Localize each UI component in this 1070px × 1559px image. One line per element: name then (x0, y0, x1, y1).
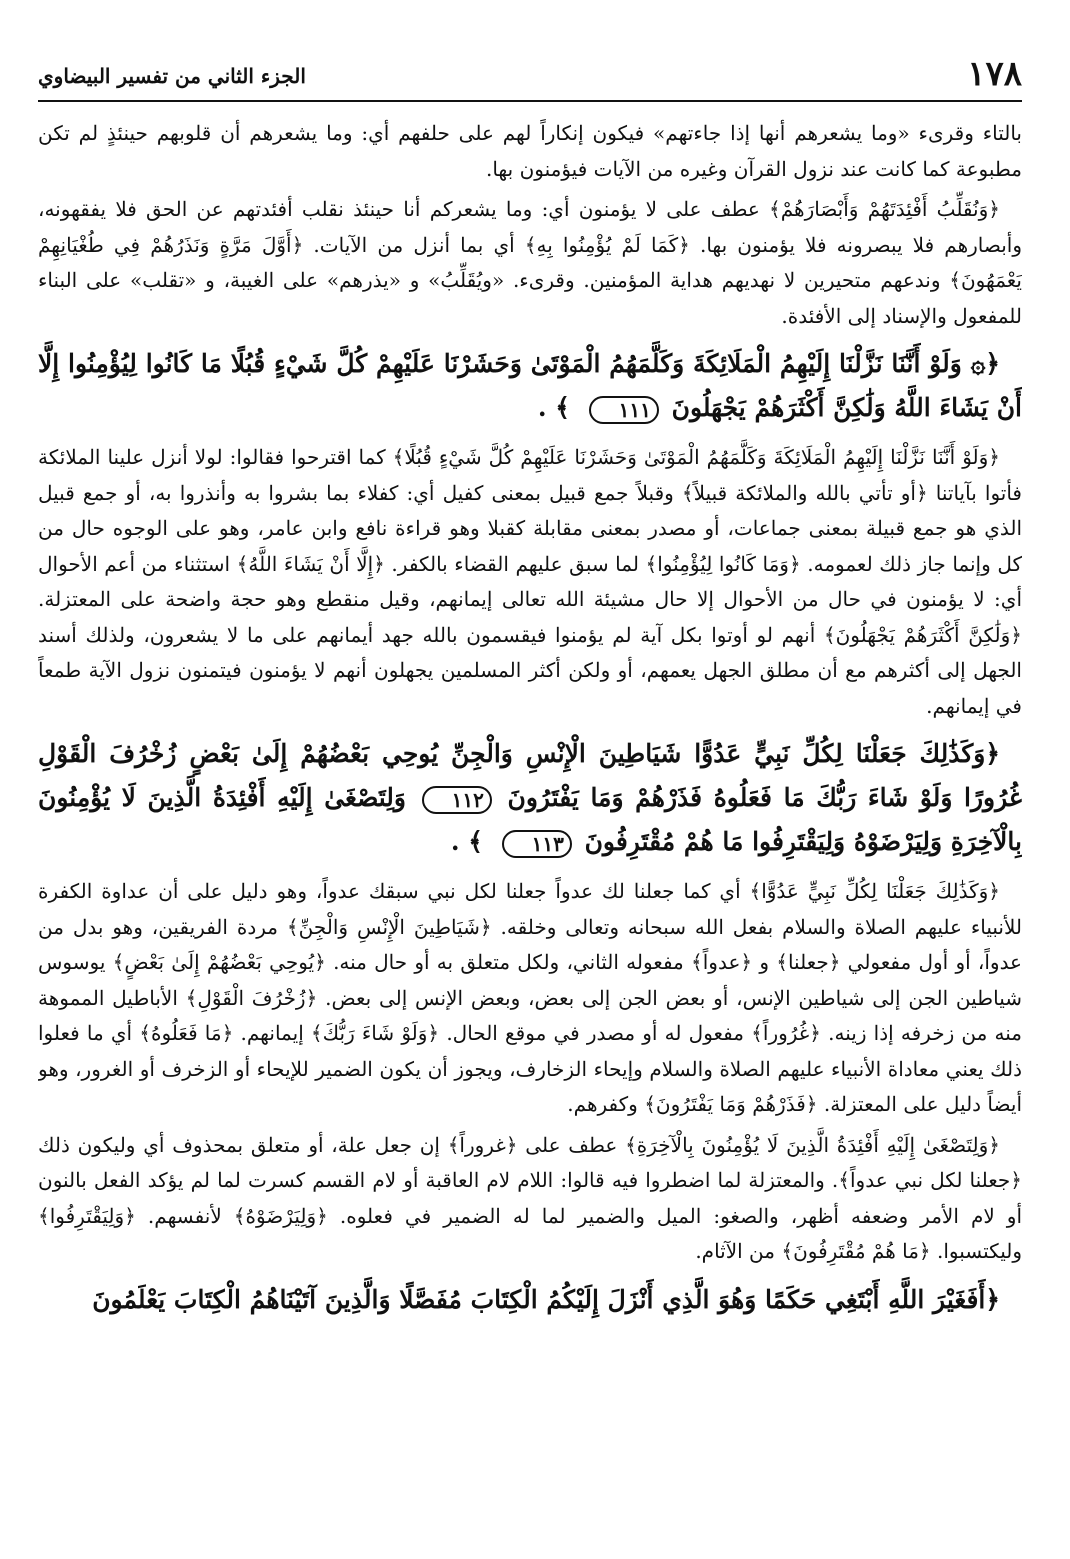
running-title: الجزء الثاني من تفسير البيضاوي (38, 64, 306, 88)
commentary-paragraph: بالتاء وقرىء «وما يشعرهم أنها إذا جاءتهم» فيكون إنكاراً لهم على حلفهم أي: وما يشعرهم أن قلوبهم حينئذٍ لم تكن مطبوعة كما كانت عند نزول القرآن وغيره من الآيات فيؤمنون بها. (38, 121, 1022, 181)
ayah-number-marker: ١١٢ (422, 786, 492, 814)
verse-end: ﴾ . (537, 393, 570, 422)
page-header (38, 50, 1022, 102)
verse-text: ﴿وَكَذَٰلِكَ جَعَلْنَا لِكُلِّ نَبِيٍّ عَدُوًّا شَيَاطِينَ الْإِنْسِ وَالْجِنِّ يُوحِي بَعْضُهُمْ إِلَىٰ بَعْضٍ زُخْرُفَ الْقَوْلِ غُرُورًا وَلَوْ شَاءَ رَبُّكَ مَا فَعَلُوهُ فَذَرْهُمْ وَمَا يَفْتَرُونَ (38, 739, 1022, 812)
quran-verse-111 (38, 342, 1022, 430)
quran-verse-114-start (38, 1278, 1022, 1322)
commentary-paragraph: ﴿وَنُقَلِّبُ أَفْئِدَتَهُمْ وَأَبْصَارَهُمْ﴾ عطف على لا يؤمنون أي: وما يشعركم أنا حينئذ نقلب أفئدتهم عن الحق فلا يفقهونه، وأبصارهم فلا يبصرونه فلا يؤمنون بها. ﴿كَمَا لَمْ يُؤْمِنُوا بِهِ﴾ أي بما أنزل من الآيات. ﴿أَوَّلَ مَرَّةٍ وَنَذَرُهُمْ فِي طُغْيَانِهِمْ يَعْمَهُونَ﴾ وندعهم متحيرين لا نهديهم هداية المؤمنين. وقرىء. «ويُقَلِّبُ» و «يذرهم» على الغيبة، و «تقلب» على البناء للمفعول والإسناد إلى الأفئدة. (38, 197, 1022, 328)
verse-end: ﴾ . (450, 827, 483, 856)
ayah-number-marker: ١١٣ (502, 830, 572, 858)
verse-text: ﴿أَفَغَيْرَ اللَّهِ أَبْتَغِي حَكَمًا وَهُوَ الَّذِي أَنْزَلَ إِلَيْكُمُ الْكِتَابَ مُفَصَّلًا وَالَّذِينَ آتَيْنَاهُمُ الْكِتَابَ يَعْلَمُونَ (92, 1284, 1000, 1314)
verse-text: وَلِتَصْغَىٰ إِلَيْهِ أَفْئِدَةُ الَّذِينَ لَا يُؤْمِنُونَ بِالْآخِرَةِ وَلِيَرْضَوْهُ وَلِيَقْتَرِفُوا مَا هُمْ مُقْتَرِفُونَ (38, 783, 1022, 856)
page-body (38, 116, 1022, 1322)
commentary-paragraph: ﴿وَلِتَصْغَىٰ إِلَيْهِ أَفْئِدَةُ الَّذِينَ لَا يُؤْمِنُونَ بِالْآخِرَةِ﴾ عطف على ﴿غروراً﴾ إن جعل علة، أو متعلق بمحذوف أي وليكون ذلك ﴿جعلنا لكل نبي عدواً﴾. والمعتزلة لما اضطروا فيه قالوا: اللام لام العاقبة أو لام القسم كسرت لما لم يؤكد الفعل بالنون أو لام الأمر وضعفه أظهر، والصغو: الميل والضمير لما له الضمير في فعلوه. ﴿وَلِيَرْضَوْهُ﴾ لأنفسهم. ﴿وَلِيَقْتَرِفُوا﴾ وليكتسبوا. ﴿مَا هُمْ مُقْتَرِفُونَ﴾ من الآثام. (38, 1132, 1022, 1263)
commentary-paragraph: ﴿وَلَوْ أَنَّنَا نَزَّلْنَا إِلَيْهِمُ الْمَلَائِكَةَ وَكَلَّمَهُمُ الْمَوْتَىٰ وَحَشَرْنَا عَلَيْهِمْ كُلَّ شَيْءٍ قُبُلًا﴾ كما اقترحوا فقالوا: لولا أنزل علينا الملائكة فأتوا بآياتنا ﴿أو تأتي بالله والملائكة قبيلاً﴾ وقبلاً جمع قبيل بمعنى كفيل أي: كفلاء بما بشروا به وأنذروا به، أو جمع قبيل الذي هو جمع قبيلة بمعنى جماعات، أو مصدر بمعنى مقابلة كقبلا وهو قراءة نافع وابن عامر، وهو على الوجوه حال من كل وإنما جاز ذلك لعمومه. ﴿وَمَا كَانُوا لِيُؤْمِنُوا﴾ لما سبق عليهم القضاء بالكفر. ﴿إِلَّا أَنْ يَشَاءَ اللَّهُ﴾ استثناء من أعم الأحوال أي: لا يؤمنون في حال من الأحوال إلا حال مشيئة الله تعالى إيمانهم، وقيل منقطع وهو حجة واضحة على المعتزلة. ﴿وَلَٰكِنَّ أَكْثَرَهُمْ يَجْهَلُونَ﴾ أنهم لو أوتوا بكل آية لم يؤمنوا فيقسمون بالله جهد أيمانهم على ما لا يشعرون، ولذلك أسند الجهل إلى أكثرهم مع أن مطلق الجهل يعمهم، أو ولكن أكثر المسلمين يجهلون أنهم لا يؤمنون فيتمنون نزول الآية طمعاً في إيمانهم. (38, 445, 1022, 718)
verse-text: ﴿۞ وَلَوْ أَنَّنَا نَزَّلْنَا إِلَيْهِمُ الْمَلَائِكَةَ وَكَلَّمَهُمُ الْمَوْتَىٰ وَحَشَرْنَا عَلَيْهِمْ كُلَّ شَيْءٍ قُبُلًا مَا كَانُوا لِيُؤْمِنُوا إِلَّا أَنْ يَشَاءَ اللَّهُ وَلَٰكِنَّ أَكْثَرَهُمْ يَجْهَلُونَ (38, 349, 1022, 422)
ayah-number-marker: ١١١ (589, 396, 659, 424)
quran-verses-112-113 (38, 732, 1022, 864)
page (38, 50, 1022, 1530)
commentary-paragraph: ﴿وَكَذَٰلِكَ جَعَلْنَا لِكُلِّ نَبِيٍّ عَدُوًّا﴾ أي كما جعلنا لك عدواً جعلنا لكل نبي سبقك عدواً، وهو دليل على أن عداوة الكفرة للأنبياء عليهم الصلاة والسلام بفعل الله سبحانه وتعالى وخلقه. ﴿شَيَاطِينَ الْإِنْسِ وَالْجِنِّ﴾ مردة الفريقين، وهو بدل من عدواً، أو أول مفعولي ﴿جعلنا﴾ و ﴿عدواً﴾ مفعوله الثاني، ولكل متعلق به أو حال منه. ﴿يُوحِي بَعْضُهُمْ إِلَىٰ بَعْضٍ﴾ يوسوس شياطين الجن إلى شياطين الإنس، أو بعض الجن إلى بعض، وبعض الإنس إلى بعض. ﴿زُخْرُفَ الْقَوْلِ﴾ الأباطيل المموهة منه من زخرفه إذا زينه. ﴿غُرُوراً﴾ مفعول له أو مصدر في موقع الحال. ﴿وَلَوْ شَاءَ رَبُّكَ﴾ إيمانهم. ﴿مَا فَعَلُوهُ﴾ أي ما فعلوا ذلك يعني معاداة الأنبياء عليهم الصلاة والسلام وإيحاء الزخارف، ويجوز أن يكون الضمير للإيحاء أو الزخرف أو الغرور، وهو أيضاً دليل على المعتزلة. ﴿فَذَرْهُمْ وَمَا يَفْتَرُونَ﴾ وكفرهم. (38, 879, 1022, 1116)
page-number: ١٧٨ (967, 54, 1022, 94)
